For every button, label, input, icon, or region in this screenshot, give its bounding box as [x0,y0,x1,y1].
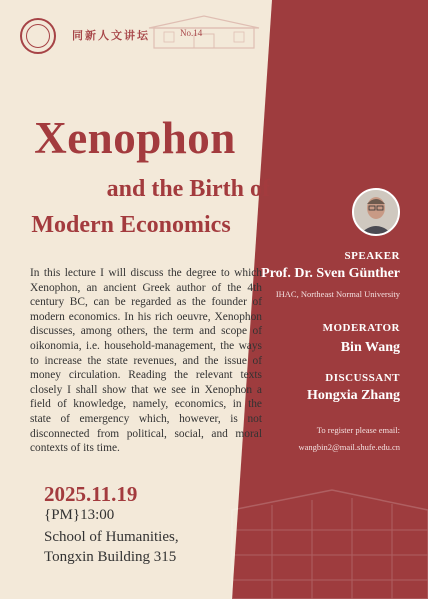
forum-name: 同新人文讲坛 [72,29,150,42]
building-watermark-icon [212,470,428,599]
lecture-title-line3: Modern Economics [31,212,231,238]
moderator-role-label: MODERATOR [322,322,400,334]
register-label: To register please email: [316,425,400,435]
speaker-role-label: SPEAKER [344,250,400,262]
register-email[interactable]: wangbin2@mail.shufe.edu.cn [298,442,400,452]
venue-line-2: Tongxin Building 315 [44,549,177,565]
event-venue [44,527,244,567]
speaker-affiliation: IHAC, Northeast Normal University [275,289,400,299]
seal-inner-ring [26,24,50,48]
venue-line-1: School of Humanities, [44,529,179,545]
gate-watermark-icon [144,14,264,50]
speaker-portrait-icon [354,190,398,234]
lecture-abstract: In this lecture I will discuss the degree to which Xenophon, an ancient Greek author of the 4th century BC, can be regarded as the founder of modern economics. In his rich oeuvre, Xenophon discusses, among others, the term and scope of oikonomia, i.e. household-management, the ways to increase the state revenues, and the issue of money circulation. Reading the relevant texts closely I shall show that we see in Xenophon a field of knowledge, namely, economics, in the state of emergency which, however, is not disconnected from political, social, and moral contexts of its time. [30,267,262,455]
event-date: 2025.11.19 [44,482,138,506]
discussant-role-label: DISCUSSANT [325,372,400,384]
lecture-title-main: Xenophon [34,113,236,163]
speaker-avatar [352,188,400,236]
discussant-name: Hongxia Zhang [307,388,400,403]
moderator-name: Bin Wang [340,340,400,355]
speaker-name: Prof. Dr. Sven Günther [261,266,400,281]
event-time: {PM}13:00 [44,507,115,523]
university-seal-logo [20,18,56,54]
lecture-title-line2: and the Birth of [106,176,270,202]
issue-number: No.14 [180,28,203,38]
